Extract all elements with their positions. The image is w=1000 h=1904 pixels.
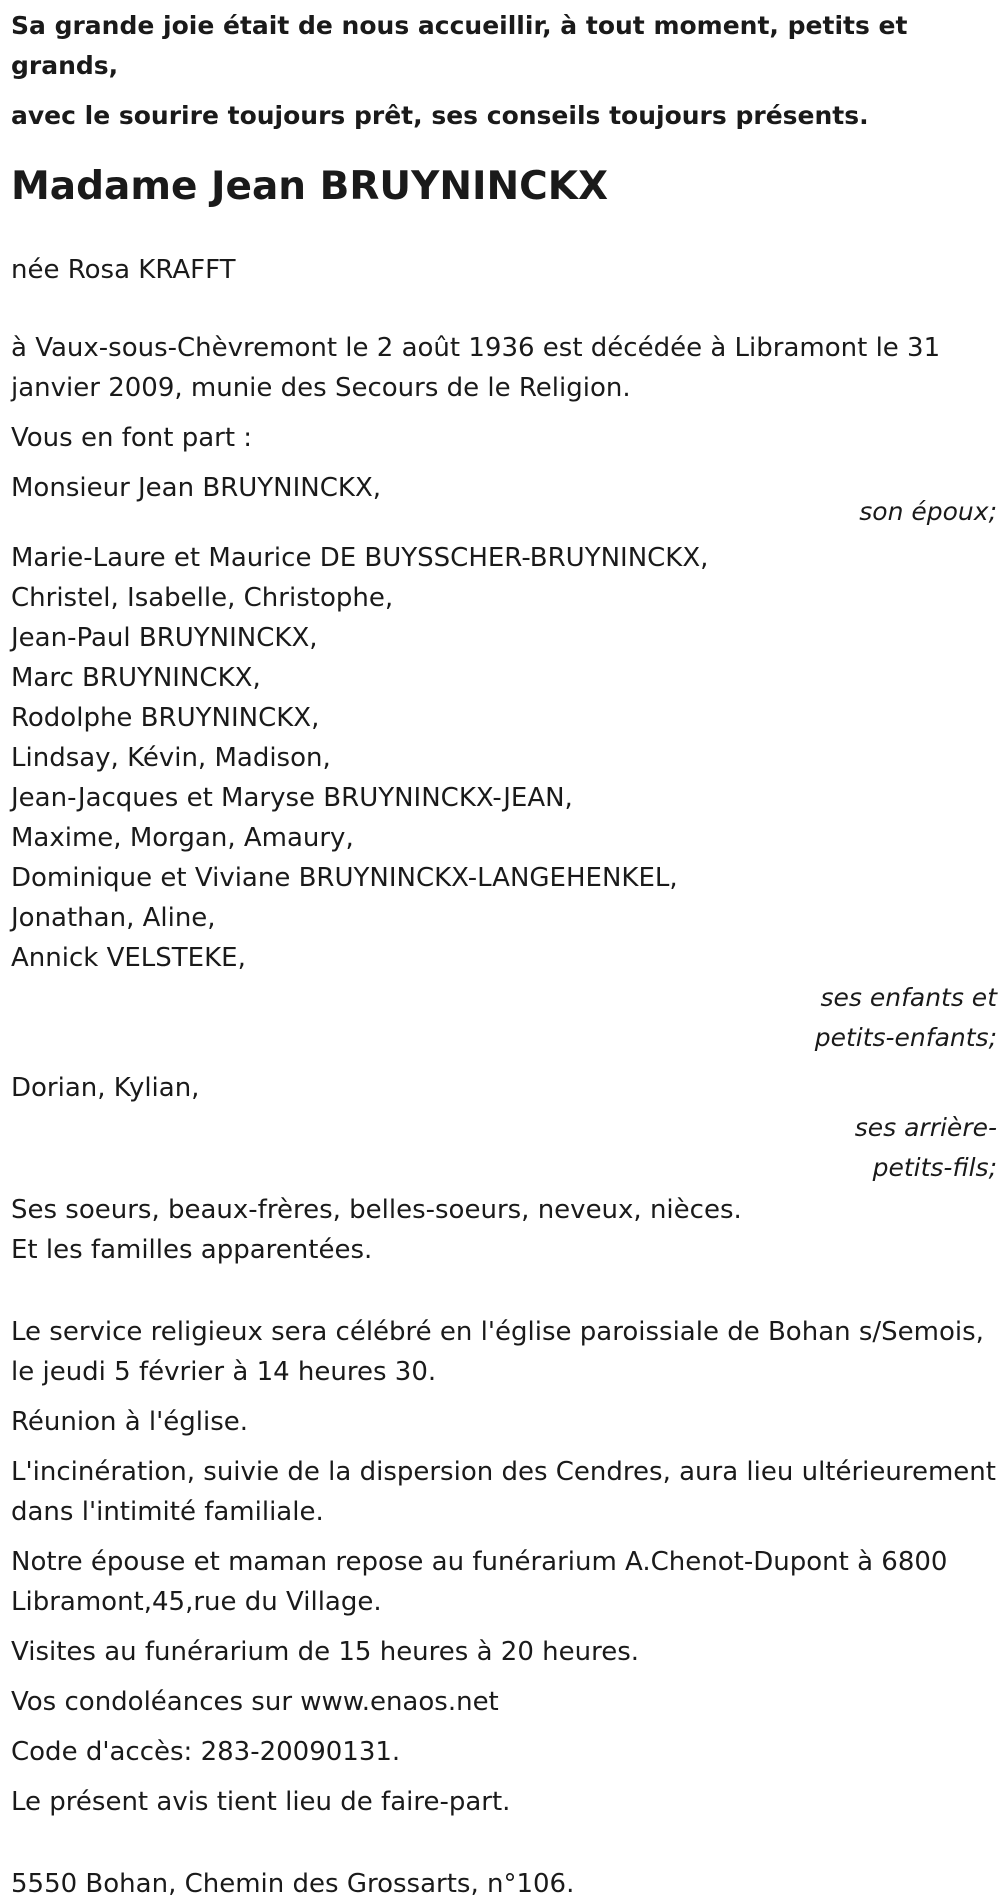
obituary-document (11, 0, 997, 1904)
child-line: Jonathan, Aline, (11, 903, 216, 933)
child-line: Christel, Isabelle, Christophe, (11, 583, 394, 613)
child-line: Jean-Jacques et Maryse BRUYNINCKX-JEAN, (11, 783, 573, 813)
extended-family-block (11, 1190, 997, 1270)
spouse-role: son époux; (859, 497, 997, 526)
children-block (11, 538, 997, 1058)
spouse-block (11, 468, 997, 532)
condolences-website: Vos condoléances sur www.enaos.net (11, 1687, 499, 1717)
announcement-line: Vous en font part : (11, 423, 253, 453)
children-role-line-1: ses enfants et (820, 983, 997, 1012)
cremation-details: L'incinération, suivie de la dispersion des Cendres, aura lieu ultérieurement dans l'intimité familiale. (11, 1457, 996, 1527)
child-line: Marc BRUYNINCKX, (11, 663, 261, 693)
quote-line-2: avec le sourire toujours prêt, ses conseils toujours présents. (11, 101, 869, 130)
great-grandchildren-role-line-1: ses arrière- (854, 1113, 997, 1142)
child-line: Lindsay, Kévin, Madison, (11, 743, 331, 773)
child-line: Dominique et Viviane BRUYNINCKX-LANGEHENKEL, (11, 863, 678, 893)
family-line: Et les familles apparentées. (11, 1235, 373, 1265)
great-grandchildren-role-line-2: petits-fils; (872, 1153, 997, 1182)
funeral-home-details: Notre épouse et maman repose au funérarium A.Chenot-Dupont à 6800 Libramont,45,rue du Village. (11, 1547, 948, 1617)
spouse-name: Monsieur Jean BRUYNINCKX, (11, 473, 382, 503)
great-grandchildren-names: Dorian, Kylian, (11, 1073, 200, 1103)
meeting-point: Réunion à l'église. (11, 1407, 249, 1437)
family-line: Ses soeurs, beaux-frères, belles-soeurs, neveux, nièces. (11, 1195, 742, 1225)
child-line: Rodolphe BRUYNINCKX, (11, 703, 320, 733)
child-line: Maxime, Morgan, Amaury, (11, 823, 354, 853)
maiden-name: née Rosa KRAFFT (11, 255, 236, 285)
notice-statement: Le présent avis tient lieu de faire-part. (11, 1787, 511, 1817)
child-line: Marie-Laure et Maurice DE BUYSSCHER-BRUYNINCKX, (11, 543, 709, 573)
service-details: Le service religieux sera célébré en l'église paroissiale de Bohan s/Semois, le jeudi 5 février à 14 heures 30. (11, 1317, 984, 1387)
access-code: Code d'accès: 283-20090131. (11, 1737, 401, 1767)
birth-death-statement: à Vaux-sous-Chèvremont le 2 août 1936 est décédée à Libramont le 31 janvier 2009, munie des Secours de le Religion. (11, 333, 941, 403)
great-grandchildren-block (11, 1068, 997, 1188)
child-line: Annick VELSTEKE, (11, 943, 246, 973)
home-address: 5550 Bohan, Chemin des Grossarts, n°106. (11, 1869, 575, 1899)
visiting-hours: Visites au funérarium de 15 heures à 20 heures. (11, 1637, 640, 1667)
deceased-name-title: Madame Jean BRUYNINCKX (11, 164, 609, 209)
children-role-line-2: petits-enfants; (814, 1023, 997, 1052)
quote-line-1: Sa grande joie était de nous accueillir, à tout moment, petits et grands, (11, 11, 908, 80)
child-line: Jean-Paul BRUYNINCKX, (11, 623, 318, 653)
opening-quote (11, 0, 997, 136)
